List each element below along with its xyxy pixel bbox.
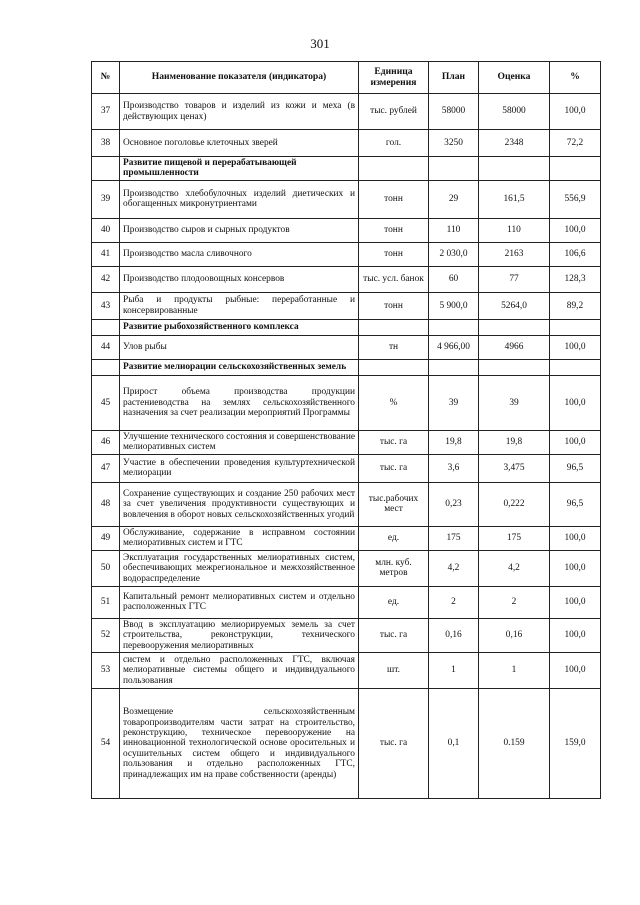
plan-cell: 110 [429, 218, 479, 242]
table-row [92, 653, 601, 689]
estimate-cell: 3,475 [479, 454, 550, 482]
section-title: Развитие пищевой и перерабатывающей промышленности [120, 157, 359, 181]
indicator-name: Производство плодоовощных консервов [120, 266, 359, 292]
section-num-cell [92, 157, 120, 181]
table-row [92, 130, 601, 157]
unit-cell: гол. [359, 130, 429, 157]
indicator-name: Основное поголовье клеточных зверей [120, 130, 359, 157]
table-row [92, 242, 601, 266]
table-row [92, 94, 601, 130]
indicator-name: Производство сыров и сырных продуктов [120, 218, 359, 242]
row-number: 49 [92, 526, 120, 550]
percent-cell: 96,5 [550, 454, 601, 482]
section-empty-cell [359, 359, 429, 375]
estimate-cell: 2163 [479, 242, 550, 266]
indicator-name: Производство хлебобулочных изделий диетических и обогащенных микронутриентами [120, 180, 359, 218]
plan-cell: 0,16 [429, 618, 479, 652]
unit-cell: тонн [359, 242, 429, 266]
estimate-cell: 0,222 [479, 482, 550, 526]
section-title: Развитие мелиорации сельскохозяйственных земель [120, 359, 359, 375]
percent-cell: 100,0 [550, 375, 601, 430]
indicator-name: Производство масла сливочного [120, 242, 359, 266]
indicator-name: Возмещение сельскохозяйственным товаропроизводителям части затрат на строительство, реконструкцию, техническое перевооружение на инновационной технологической основе оросительных и осушительных систем общего и индивидуального пользования и отдельно расположенных ГТС, принадлежащих им на праве собственности (аренды) [120, 689, 359, 799]
row-number: 40 [92, 218, 120, 242]
percent-cell: 72,2 [550, 130, 601, 157]
row-number: 41 [92, 242, 120, 266]
unit-cell: тонн [359, 292, 429, 319]
table-row [92, 550, 601, 586]
percent-cell: 556,9 [550, 180, 601, 218]
table-row [92, 526, 601, 550]
plan-cell: 5 900,0 [429, 292, 479, 319]
header-percent: % [550, 62, 601, 94]
plan-cell: 4,2 [429, 550, 479, 586]
table-row [92, 454, 601, 482]
header-plan: План [429, 62, 479, 94]
table-row [92, 430, 601, 454]
indicator-name: Капитальный ремонт мелиоративных систем и отдельно расположенных ГТС [120, 586, 359, 618]
unit-cell: тонн [359, 180, 429, 218]
unit-cell: ед. [359, 526, 429, 550]
indicator-name: Эксплуатация государственных мелиоративных систем, обеспечивающих межрегиональное и межхозяйственное водораспределение [120, 550, 359, 586]
indicator-name: Улов рыбы [120, 335, 359, 359]
indicator-name: Сохранение существующих и создание 250 рабочих мест за счет увеличения продуктивности существующих и вовлечения в оборот новых сельскохозяйственных угодий [120, 482, 359, 526]
table-row [92, 292, 601, 319]
estimate-cell: 4,2 [479, 550, 550, 586]
unit-cell: млн. куб. метров [359, 550, 429, 586]
unit-cell: тыс. усл. банок [359, 266, 429, 292]
unit-cell: тыс. га [359, 689, 429, 799]
plan-cell: 175 [429, 526, 479, 550]
percent-cell: 100,0 [550, 526, 601, 550]
section-empty-cell [429, 157, 479, 181]
unit-cell: тыс. рублей [359, 94, 429, 130]
section-empty-cell [479, 359, 550, 375]
plan-cell: 29 [429, 180, 479, 218]
table-row [92, 586, 601, 618]
unit-cell: тн [359, 335, 429, 359]
indicator-name: Производство товаров и изделий из кожи и меха (в действующих ценах) [120, 94, 359, 130]
estimate-cell: 77 [479, 266, 550, 292]
percent-cell: 100,0 [550, 653, 601, 689]
section-row [92, 319, 601, 335]
row-number: 46 [92, 430, 120, 454]
percent-cell: 100,0 [550, 335, 601, 359]
percent-cell: 100,0 [550, 218, 601, 242]
row-number: 50 [92, 550, 120, 586]
percent-cell: 100,0 [550, 586, 601, 618]
row-number: 51 [92, 586, 120, 618]
plan-cell: 1 [429, 653, 479, 689]
plan-cell: 2 030,0 [429, 242, 479, 266]
section-title: Развитие рыбохозяйственного комплекса [120, 319, 359, 335]
estimate-cell: 1 [479, 653, 550, 689]
row-number: 53 [92, 653, 120, 689]
percent-cell: 159,0 [550, 689, 601, 799]
plan-cell: 2 [429, 586, 479, 618]
estimate-cell: 58000 [479, 94, 550, 130]
section-empty-cell [429, 359, 479, 375]
row-number: 52 [92, 618, 120, 652]
percent-cell: 100,0 [550, 94, 601, 130]
row-number: 39 [92, 180, 120, 218]
section-empty-cell [550, 359, 601, 375]
section-row [92, 157, 601, 181]
section-num-cell [92, 359, 120, 375]
row-number: 45 [92, 375, 120, 430]
percent-cell: 96,5 [550, 482, 601, 526]
row-number: 44 [92, 335, 120, 359]
estimate-cell: 175 [479, 526, 550, 550]
percent-cell: 106,6 [550, 242, 601, 266]
unit-cell: тонн [359, 218, 429, 242]
row-number: 37 [92, 94, 120, 130]
row-number: 42 [92, 266, 120, 292]
plan-cell: 58000 [429, 94, 479, 130]
plan-cell: 3250 [429, 130, 479, 157]
percent-cell: 89,2 [550, 292, 601, 319]
percent-cell: 100,0 [550, 430, 601, 454]
unit-cell: тыс. га [359, 454, 429, 482]
indicator-name: Ввод в эксплуатацию мелиорируемых земель за счет строительства, реконструкции, технического перевооружения мелиоративных [120, 618, 359, 652]
estimate-cell: 39 [479, 375, 550, 430]
indicator-name: Улучшение технического состояния и совершенствование мелиоративных систем [120, 430, 359, 454]
table-row [92, 482, 601, 526]
table-row [92, 375, 601, 430]
section-empty-cell [479, 157, 550, 181]
indicator-name: систем и отдельно расположенных ГТС, включая мелиоративные системы общего и индивидуального пользования [120, 653, 359, 689]
plan-cell: 19,8 [429, 430, 479, 454]
estimate-cell: 2 [479, 586, 550, 618]
estimate-cell: 5264,0 [479, 292, 550, 319]
percent-cell: 100,0 [550, 618, 601, 652]
row-number: 47 [92, 454, 120, 482]
row-number: 54 [92, 689, 120, 799]
estimate-cell: 4966 [479, 335, 550, 359]
indicator-name: Прирост объема производства продукции растениеводства на землях сельскохозяйственного назначения за счет реализации мероприятий Программы [120, 375, 359, 430]
row-number: 43 [92, 292, 120, 319]
header-unit: Единица измерения [359, 62, 429, 94]
plan-cell: 0,23 [429, 482, 479, 526]
header-num: № [92, 62, 120, 94]
plan-cell: 39 [429, 375, 479, 430]
section-empty-cell [479, 319, 550, 335]
unit-cell: тыс. га [359, 430, 429, 454]
section-num-cell [92, 319, 120, 335]
unit-cell: шт. [359, 653, 429, 689]
plan-cell: 60 [429, 266, 479, 292]
table-body [92, 94, 601, 799]
plan-cell: 4 966,00 [429, 335, 479, 359]
section-empty-cell [550, 319, 601, 335]
unit-cell: ед. [359, 586, 429, 618]
percent-cell: 128,3 [550, 266, 601, 292]
table-row [92, 180, 601, 218]
indicator-name: Участие в обеспечении проведения культуртехнической мелиорации [120, 454, 359, 482]
table-row [92, 218, 601, 242]
indicator-name: Рыба и продукты рыбные: переработанные и консервированные [120, 292, 359, 319]
estimate-cell: 0,16 [479, 618, 550, 652]
unit-cell: % [359, 375, 429, 430]
section-empty-cell [359, 319, 429, 335]
estimate-cell: 2348 [479, 130, 550, 157]
row-number: 48 [92, 482, 120, 526]
table-header-row [92, 62, 601, 94]
section-empty-cell [429, 319, 479, 335]
table-row [92, 335, 601, 359]
plan-cell: 0,1 [429, 689, 479, 799]
table-row [92, 618, 601, 652]
header-estimate: Оценка [479, 62, 550, 94]
table-row [92, 266, 601, 292]
row-number: 38 [92, 130, 120, 157]
section-empty-cell [359, 157, 429, 181]
page-number: 301 [310, 36, 330, 51]
estimate-cell: 19,8 [479, 430, 550, 454]
section-empty-cell [550, 157, 601, 181]
header-name: Наименование показателя (индикатора) [120, 62, 359, 94]
percent-cell: 100,0 [550, 550, 601, 586]
plan-cell: 3,6 [429, 454, 479, 482]
estimate-cell: 161,5 [479, 180, 550, 218]
section-row [92, 359, 601, 375]
estimate-cell: 0.159 [479, 689, 550, 799]
indicator-name: Обслуживание, содержание в исправном состоянии мелиоративных систем и ГТС [120, 526, 359, 550]
unit-cell: тыс.рабочих мест [359, 482, 429, 526]
estimate-cell: 110 [479, 218, 550, 242]
table-row [92, 689, 601, 799]
indicators-table [91, 61, 601, 799]
unit-cell: тыс. га [359, 618, 429, 652]
